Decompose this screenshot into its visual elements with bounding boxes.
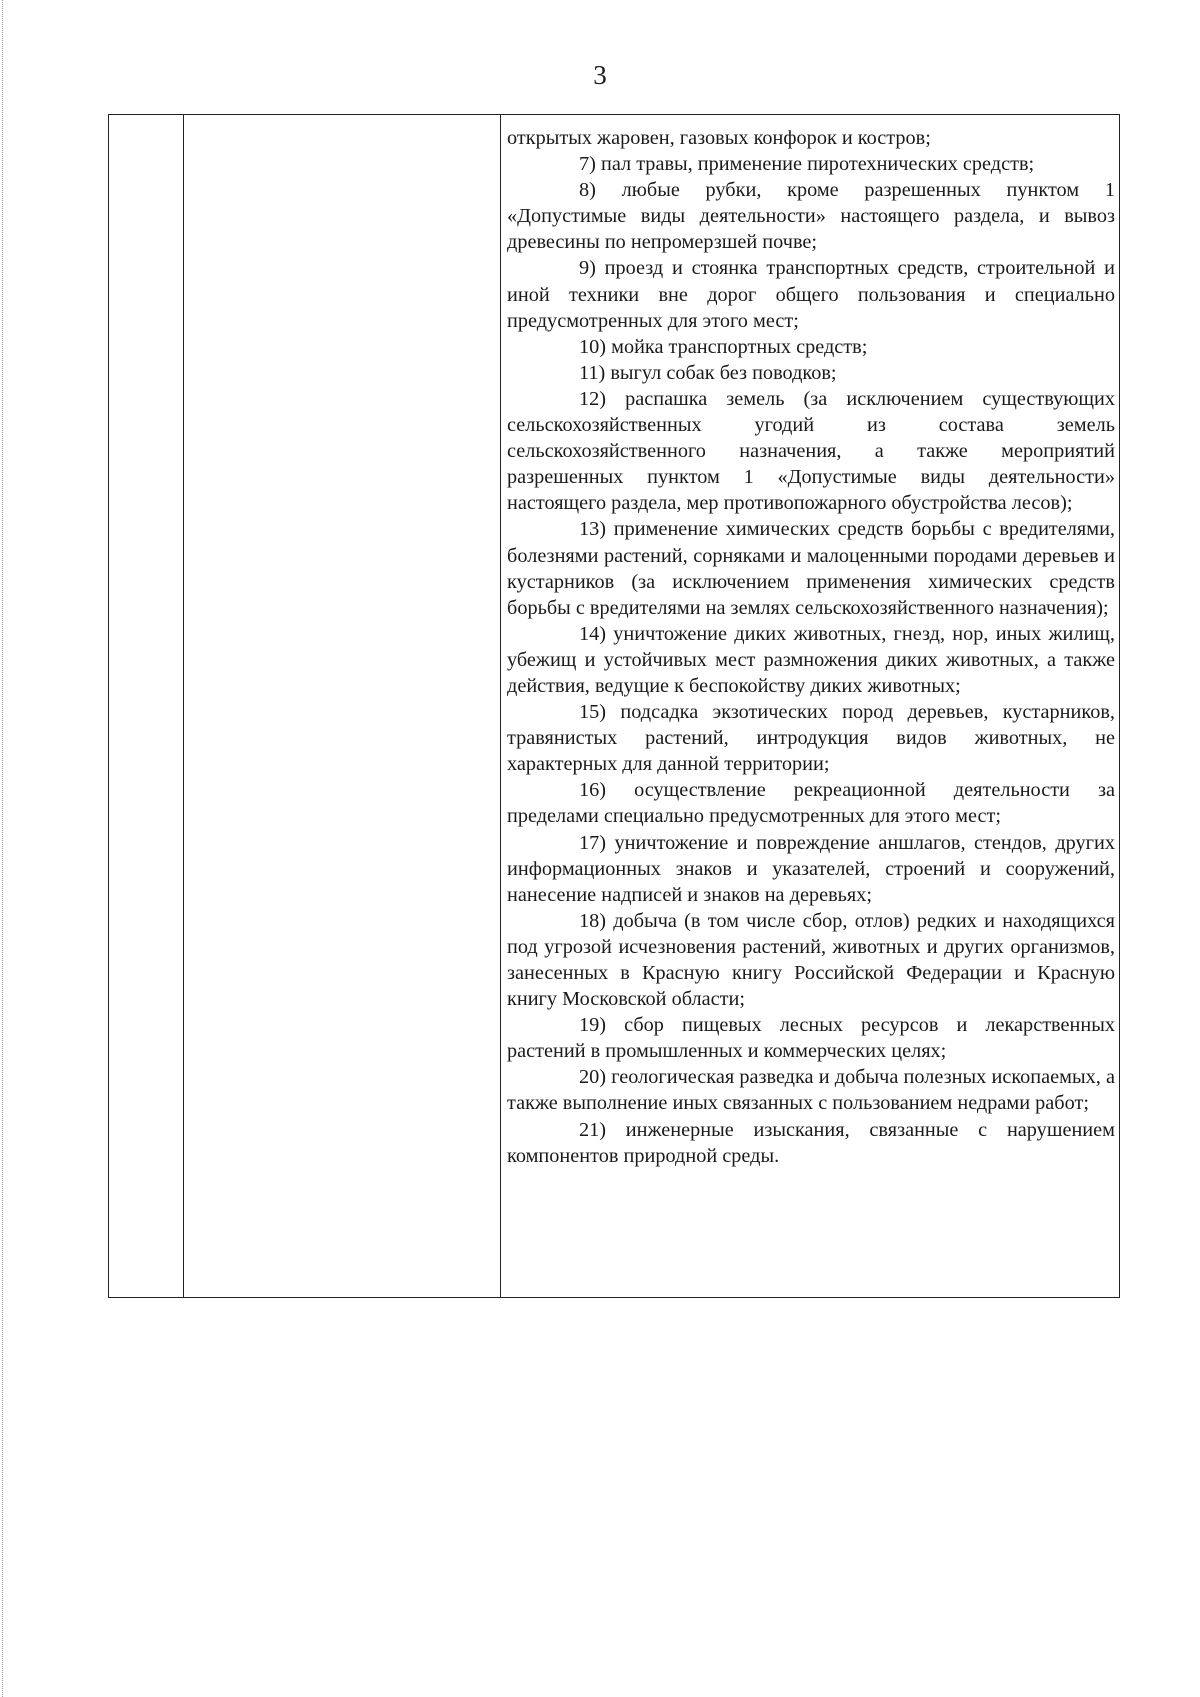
list-item: 7) пал травы, применение пиротехнических средств; [579,153,1035,176]
list-item: 16) осуществление рекреационной деятельности за пределами специально предусмотренных для этого мест; [507,779,1115,828]
list-item: 14) уничтожение диких животных, гнезд, нор, иных жилищ, убежищ и устойчивых мест размножения диких животных, а также действия, ведущие к беспокойству диких животных; [507,622,1115,697]
list-item: 20) геологическая разведка и добыча полезных ископаемых, а также выполнение иных связанных с пользованием недрами работ; [507,1066,1115,1115]
list-item: 19) сбор пищевых лесных ресурсов и лекарственных растений в промышленных и коммерческих целях; [507,1014,1115,1063]
list-item: 17) уничтожение и повреждение аншлагов, стендов, других информационных знаков и указателей, строений и сооружений, нанесение надписей и знаков на деревьях; [507,831,1115,906]
list-item: 11) выгул собак без поводков; [579,361,837,384]
list-item: открытых жаровен, газовых конфорок и костров; [507,127,931,149]
list-item: 8) любые рубки, кроме разрешенных пунктом 1 «Допустимые виды деятельности» настоящего раздела, и вывоз древесины по непромерзшей почве; [507,179,1115,254]
list-item: 12) распашка земель (за исключением существующих сельскохозяйственных угодий из состава земель сельскохозяйственного назначения, а также мероприятий разрешенных пунктом 1 «Допустимые виды деятельности» настоящего раздела, мер противопожарного обустройства лесов); [507,387,1115,515]
table-column-divider-1 [183,115,184,1297]
list-item: 9) проезд и стоянка транспортных средств, строительной и иной техники вне дорог общего пользования и специально предусмотренных для этого мест; [507,257,1115,332]
prohibited-activities-cell [507,125,1115,1169]
list-item: 10) мойка транспортных средств; [579,335,868,358]
table-column-divider-2 [500,115,501,1297]
scan-edge-line [2,0,3,1697]
list-item: 18) добыча (в том числе сбор, отлов) редких и находящихся под угрозой исчезновения растений, животных и других организмов, занесенных в Красную книгу Российской Федерации и Красную книгу Московской области; [507,909,1115,1011]
list-item: 13) применение химических средств борьбы с вредителями, болезнями растений, сорняками и малоценными породами деревьев и кустарников (за исключением применения химических средств борьбы с вредителями на землях сельскохозяйственного назначения); [507,518,1115,619]
list-item: 15) подсадка экзотических пород деревьев, кустарников, травянистых растений, интродукция видов животных, не характерных для данной территории; [507,701,1115,776]
restrictions-table [108,114,1120,1298]
page-number: 3 [593,60,607,90]
list-item: 21) инженерные изыскания, связанные с нарушением компонентов природной среды. [507,1118,1115,1167]
